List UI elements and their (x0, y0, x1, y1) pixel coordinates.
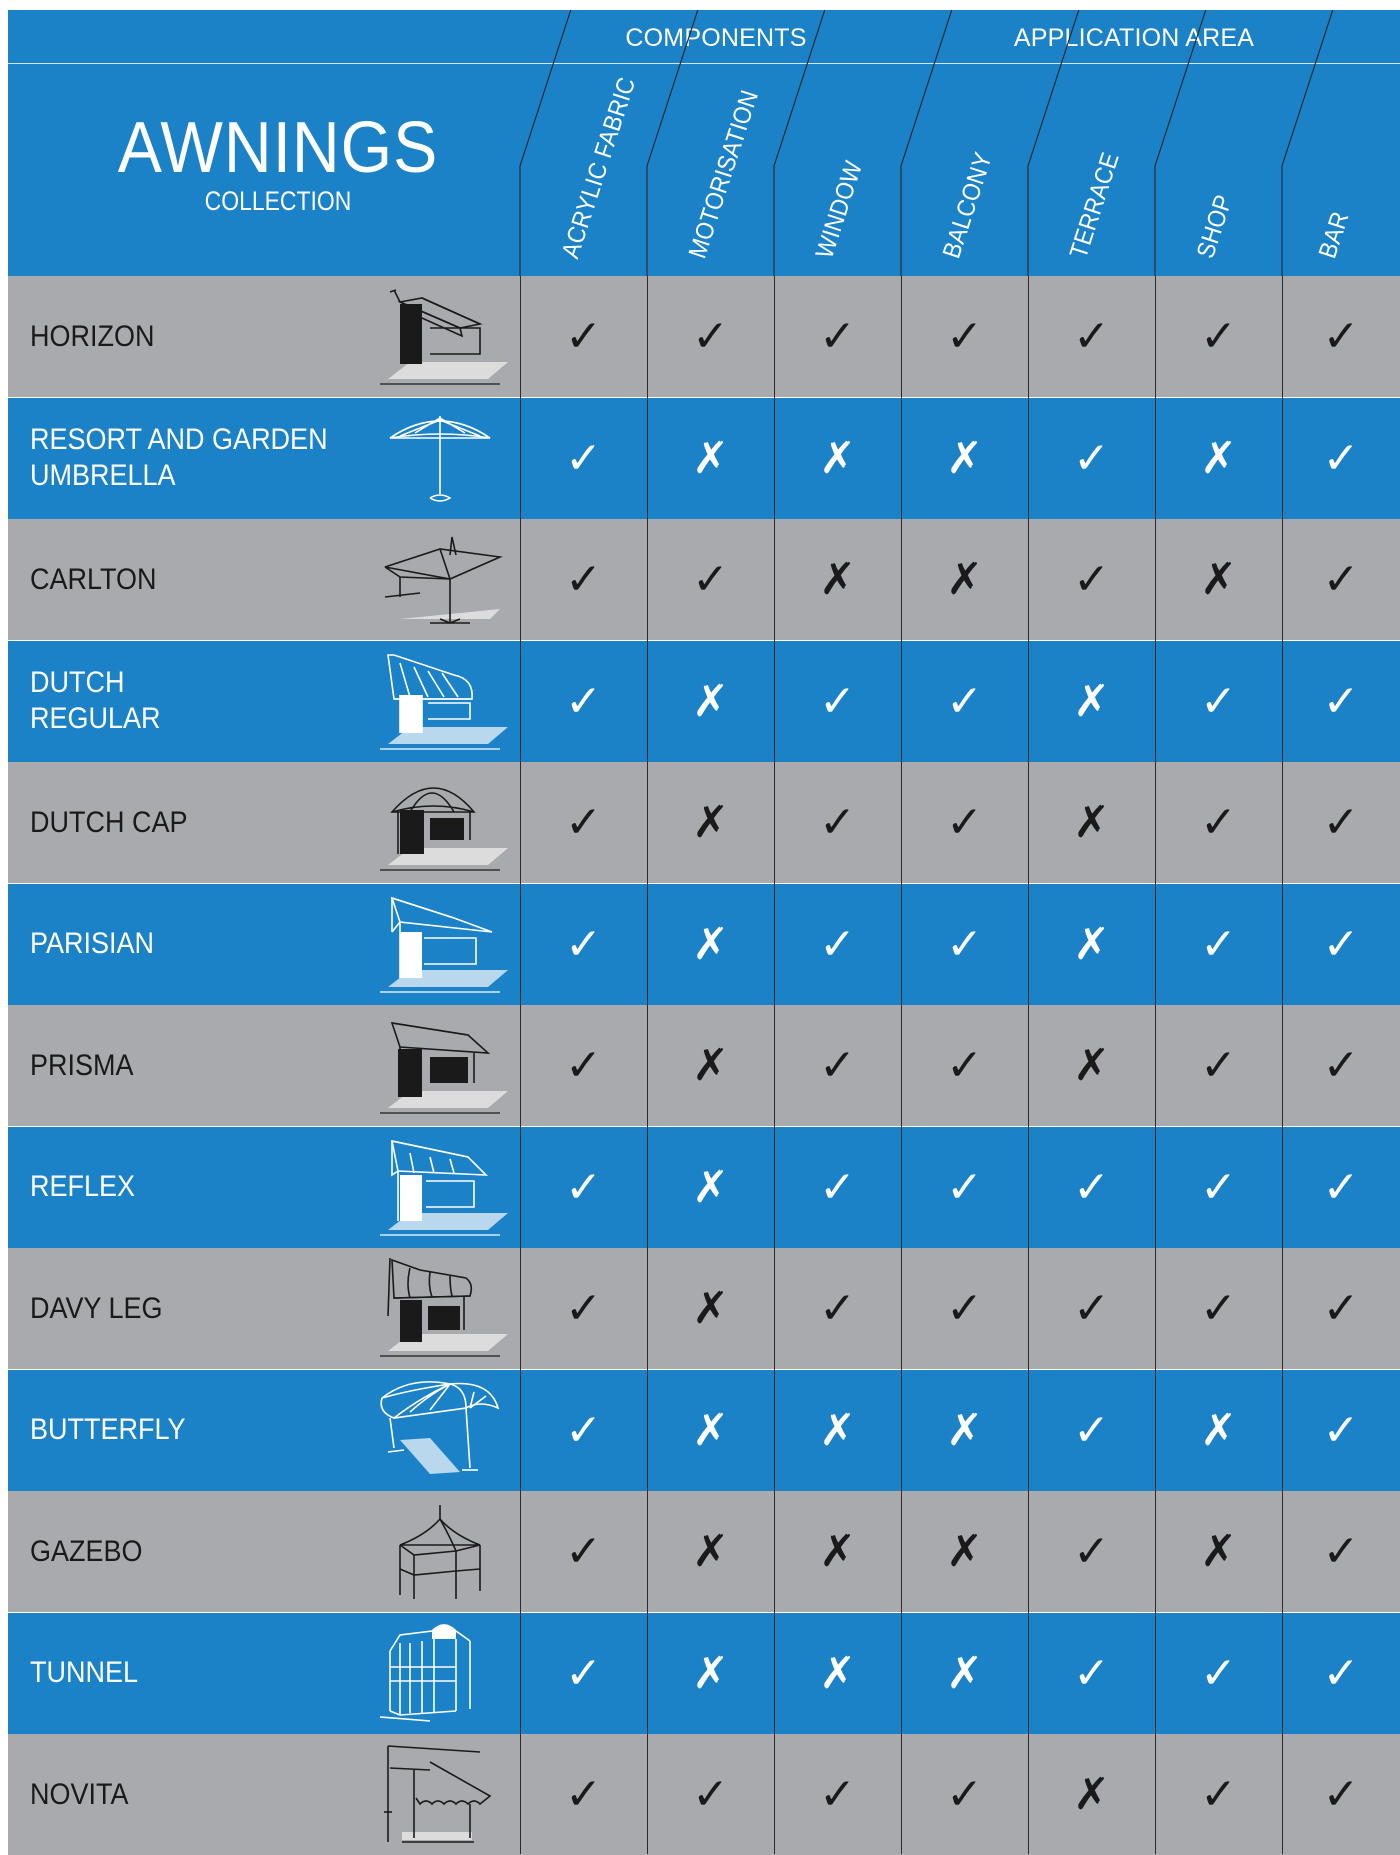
product-name: RESORT AND GARDEN UMBRELLA (30, 423, 328, 492)
header-diagonal-divider (1282, 10, 1336, 276)
check-mark-icon: ✓ (819, 311, 856, 362)
cross-mark-icon: ✗ (692, 1040, 729, 1091)
table-row (8, 1491, 1400, 1612)
check-mark-icon: ✓ (946, 1040, 983, 1091)
check-mark-icon: ✓ (1200, 675, 1237, 727)
check-mark-icon: ✓ (819, 1161, 856, 1213)
table-row (8, 519, 1400, 640)
awnings-comparison-table (8, 10, 1400, 1854)
check-mark-icon: ✓ (946, 675, 983, 727)
product-name: TUNNEL (30, 1656, 139, 1689)
garden-umbrella-icon (370, 406, 510, 511)
check-mark-icon: ✓ (1073, 1161, 1110, 1213)
check-mark-icon: ✓ (565, 1283, 602, 1334)
cross-mark-icon: ✗ (819, 554, 856, 605)
table-row (8, 1005, 1400, 1126)
product-name: CARLTON (30, 562, 157, 596)
check-mark-icon: ✓ (946, 1161, 983, 1213)
check-mark-icon: ✓ (819, 797, 856, 848)
cross-mark-icon: ✗ (1073, 797, 1110, 848)
product-name: GAZEBO (30, 1534, 143, 1568)
check-mark-icon: ✓ (1322, 1404, 1360, 1456)
check-mark-icon: ✓ (946, 797, 983, 848)
check-mark-icon: ✓ (1073, 1647, 1110, 1699)
table-row (8, 762, 1400, 883)
table-row (8, 1127, 1400, 1248)
product-name: REFLEX (30, 1170, 136, 1203)
check-mark-icon: ✓ (946, 311, 983, 362)
cross-mark-icon: ✗ (1200, 1404, 1237, 1456)
cross-mark-icon: ✗ (692, 1526, 729, 1577)
product-name: DAVY LEG (30, 1291, 163, 1325)
column-divider (1028, 276, 1029, 1854)
check-mark-icon: ✓ (1073, 1404, 1110, 1456)
check-mark-icon: ✓ (1322, 1647, 1360, 1699)
table-row (8, 1734, 1400, 1855)
table-row (8, 398, 1400, 519)
column-label: SHOP (1190, 191, 1238, 262)
parisian-awning-icon (370, 892, 510, 997)
group-label-application-area: APPLICATION AREA (1013, 24, 1255, 52)
carlton-awning-icon (370, 527, 510, 632)
cross-mark-icon: ✗ (946, 1404, 983, 1456)
column-label: ACRYLIC FABRIC (555, 73, 641, 262)
cross-mark-icon: ✗ (692, 1647, 729, 1699)
product-name: HORIZON (30, 319, 155, 353)
product-name: DUTCH REGULAR (30, 666, 161, 735)
check-mark-icon: ✓ (692, 311, 729, 362)
horizon-awning-icon (370, 284, 510, 389)
cross-mark-icon: ✗ (692, 1161, 729, 1213)
cross-mark-icon: ✗ (819, 1647, 856, 1699)
check-mark-icon: ✓ (1322, 918, 1360, 970)
check-mark-icon: ✓ (1200, 1040, 1237, 1091)
check-mark-icon: ✓ (1322, 1283, 1360, 1334)
table-row (8, 641, 1400, 762)
column-divider (520, 276, 521, 1854)
column-label: BALCONY (936, 148, 998, 262)
cross-mark-icon: ✗ (1073, 918, 1110, 970)
cross-mark-icon: ✗ (1200, 1526, 1237, 1577)
check-mark-icon: ✓ (946, 1769, 983, 1820)
product-name: PARISIAN (30, 927, 155, 960)
davy-leg-awning-icon (370, 1256, 510, 1361)
check-mark-icon: ✓ (1073, 311, 1110, 362)
check-mark-icon: ✓ (1200, 1283, 1237, 1334)
header-diagonal-divider (520, 10, 574, 276)
check-mark-icon: ✓ (1073, 1526, 1110, 1577)
check-mark-icon: ✓ (565, 432, 602, 484)
cross-mark-icon: ✗ (692, 432, 729, 484)
table-row (8, 1370, 1400, 1491)
dutch-regular-awning-icon (370, 649, 510, 754)
cross-mark-icon: ✗ (692, 797, 729, 848)
table-row (8, 884, 1400, 1005)
check-mark-icon: ✓ (819, 918, 856, 970)
cross-mark-icon: ✗ (946, 1526, 983, 1577)
check-mark-icon: ✓ (1322, 1040, 1360, 1091)
collection-title: AWNINGS (117, 108, 439, 188)
gazebo-icon (370, 1499, 510, 1604)
dutch-cap-awning-icon (370, 770, 510, 875)
cross-mark-icon: ✗ (819, 1526, 856, 1577)
cross-mark-icon: ✗ (1200, 432, 1237, 484)
header-diagonal-divider (647, 10, 701, 276)
header-diagonal-divider (1028, 10, 1082, 276)
header-diagonal-divider (774, 10, 828, 276)
check-mark-icon: ✓ (1322, 432, 1360, 484)
check-mark-icon: ✓ (1200, 1769, 1237, 1820)
cross-mark-icon: ✗ (692, 918, 729, 970)
check-mark-icon: ✓ (692, 554, 729, 605)
cross-mark-icon: ✗ (1073, 675, 1110, 727)
cross-mark-icon: ✗ (692, 1283, 729, 1334)
check-mark-icon: ✓ (565, 311, 602, 362)
cross-mark-icon: ✗ (692, 1404, 729, 1456)
novita-awning-icon (370, 1742, 510, 1847)
check-mark-icon: ✓ (1322, 311, 1360, 362)
check-mark-icon: ✓ (819, 1040, 856, 1091)
check-mark-icon: ✓ (1073, 432, 1110, 484)
check-mark-icon: ✓ (565, 675, 602, 727)
check-mark-icon: ✓ (692, 1769, 729, 1820)
product-name: NOVITA (30, 1777, 129, 1811)
product-name: PRISMA (30, 1048, 134, 1082)
check-mark-icon: ✓ (565, 1404, 602, 1456)
column-label: WINDOW (809, 157, 868, 262)
check-mark-icon: ✓ (1073, 1283, 1110, 1334)
table-row (8, 1248, 1400, 1369)
header-diagonal-divider (901, 10, 955, 276)
header-diagonal-divider (1155, 10, 1209, 276)
cross-mark-icon: ✗ (1073, 1769, 1110, 1820)
check-mark-icon: ✓ (565, 797, 602, 848)
reflex-awning-icon (370, 1135, 510, 1240)
check-mark-icon: ✓ (565, 918, 602, 970)
cross-mark-icon: ✗ (692, 675, 729, 727)
product-name: DUTCH CAP (30, 805, 188, 839)
check-mark-icon: ✓ (1200, 1647, 1237, 1699)
check-mark-icon: ✓ (819, 1769, 856, 1820)
group-label-components: COMPONENTS (625, 24, 807, 52)
column-divider (1282, 276, 1283, 1854)
butterfly-awning-icon (370, 1378, 510, 1483)
check-mark-icon: ✓ (1322, 1526, 1360, 1577)
check-mark-icon: ✓ (1322, 1769, 1360, 1820)
check-mark-icon: ✓ (1200, 1161, 1237, 1213)
check-mark-icon: ✓ (1200, 797, 1237, 848)
check-mark-icon: ✓ (1322, 1161, 1360, 1213)
check-mark-icon: ✓ (1200, 311, 1237, 362)
check-mark-icon: ✓ (565, 1040, 602, 1091)
column-divider (647, 276, 648, 1854)
cross-mark-icon: ✗ (946, 1647, 983, 1699)
check-mark-icon: ✓ (565, 1161, 602, 1213)
column-label: TERRACE (1063, 148, 1125, 262)
check-mark-icon: ✓ (819, 1283, 856, 1334)
prisma-awning-icon (370, 1013, 510, 1118)
check-mark-icon: ✓ (946, 918, 983, 970)
check-mark-icon: ✓ (1322, 797, 1360, 848)
check-mark-icon: ✓ (1200, 918, 1237, 970)
table-row (8, 276, 1400, 397)
product-name: BUTTERFLY (30, 1413, 186, 1446)
check-mark-icon: ✓ (819, 675, 856, 727)
cross-mark-icon: ✗ (1200, 554, 1237, 605)
check-mark-icon: ✓ (565, 554, 602, 605)
table-row (8, 1613, 1400, 1734)
check-mark-icon: ✓ (1073, 554, 1110, 605)
collection-subtitle: COLLECTION (204, 186, 352, 216)
cross-mark-icon: ✗ (819, 1404, 856, 1456)
check-mark-icon: ✓ (565, 1769, 602, 1820)
check-mark-icon: ✓ (1322, 675, 1360, 727)
header-diagonal-dividers (8, 10, 1400, 276)
cross-mark-icon: ✗ (819, 432, 856, 484)
check-mark-icon: ✓ (946, 1283, 983, 1334)
tunnel-awning-icon (370, 1621, 510, 1726)
check-mark-icon: ✓ (1322, 554, 1360, 605)
column-label: BAR (1313, 208, 1355, 262)
column-divider (901, 276, 902, 1854)
check-mark-icon: ✓ (565, 1647, 602, 1699)
column-divider (774, 276, 775, 1854)
column-divider (1155, 276, 1156, 1854)
check-mark-icon: ✓ (565, 1526, 602, 1577)
cross-mark-icon: ✗ (1073, 1040, 1110, 1091)
cross-mark-icon: ✗ (946, 432, 983, 484)
cross-mark-icon: ✗ (946, 554, 983, 605)
column-label: MOTORISATION (682, 86, 764, 262)
